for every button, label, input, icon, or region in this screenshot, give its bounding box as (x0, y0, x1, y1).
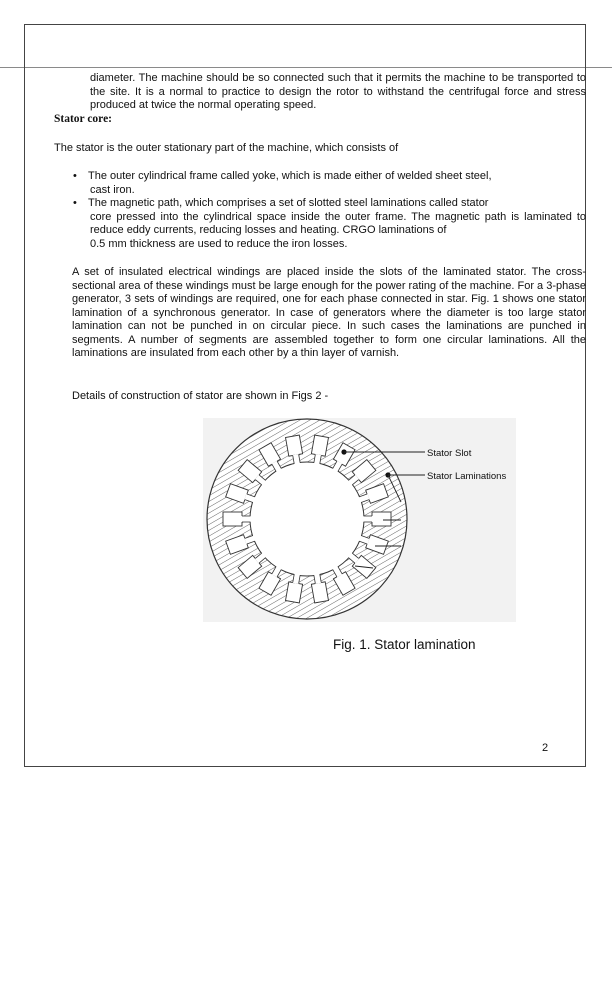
continuation-paragraph: diameter. The machine should be so connected such that it permits the machine to be transported to the site. It is a normal to practice to design the rotor to withstand the centrifugal force and stress produced at twice the normal operating speed. (90, 72, 586, 111)
bullet-2-body: core pressed into the cylindrical space inside the outer frame. The magnetic path is laminated to reduce eddy currents, reducing losses and heating. CRGO laminations of (90, 210, 586, 236)
stator-slot-label: Stator Slot (427, 448, 472, 459)
windings-paragraph: A set of insulated electrical windings are placed inside the slots of the laminated stator. The cross-sectional area of these windings must be large enough for the power rating of the machine. For a 3-phase generator, 3 sets of windings are required, one for each phase connected in star. Fig. 1 shows one stator lamination of a synchronous generator. In case of generators where the diameter is too large stator lamination can not be punched in on circular piece. In such cases the laminations are punched in segments. A number of segments are assembled together to form one circular laminations. All the laminations are insulated from each other by a thin layer of varnish. (72, 266, 586, 359)
section-heading: Stator core: (54, 113, 113, 125)
bullet-1-line-2: cast iron. (90, 183, 135, 196)
bullet-1-line-1: The outer cylindrical frame called yoke, which is made either of welded sheet steel, (88, 170, 492, 182)
stator-figure (203, 418, 516, 622)
stator-lamination-diagram (203, 418, 516, 622)
page-number: 2 (542, 742, 549, 754)
bullet-marker: • (73, 197, 77, 209)
details-line: Details of construction of stator are shown in Figs 2 - (72, 390, 329, 402)
stator-laminations-label: Stator Laminations (427, 471, 507, 482)
bullet-2-last-line: 0.5 mm thickness are used to reduce the iron losses. (90, 238, 348, 250)
intro-line: The stator is the outer stationary part of the machine, which consists of (54, 142, 399, 154)
bullet-2-line-1: The magnetic path, which comprises a set of slotted steel laminations called stator (88, 197, 489, 209)
bullet-marker: • (73, 170, 77, 182)
figure-caption: Fig. 1. Stator lamination (333, 637, 476, 652)
